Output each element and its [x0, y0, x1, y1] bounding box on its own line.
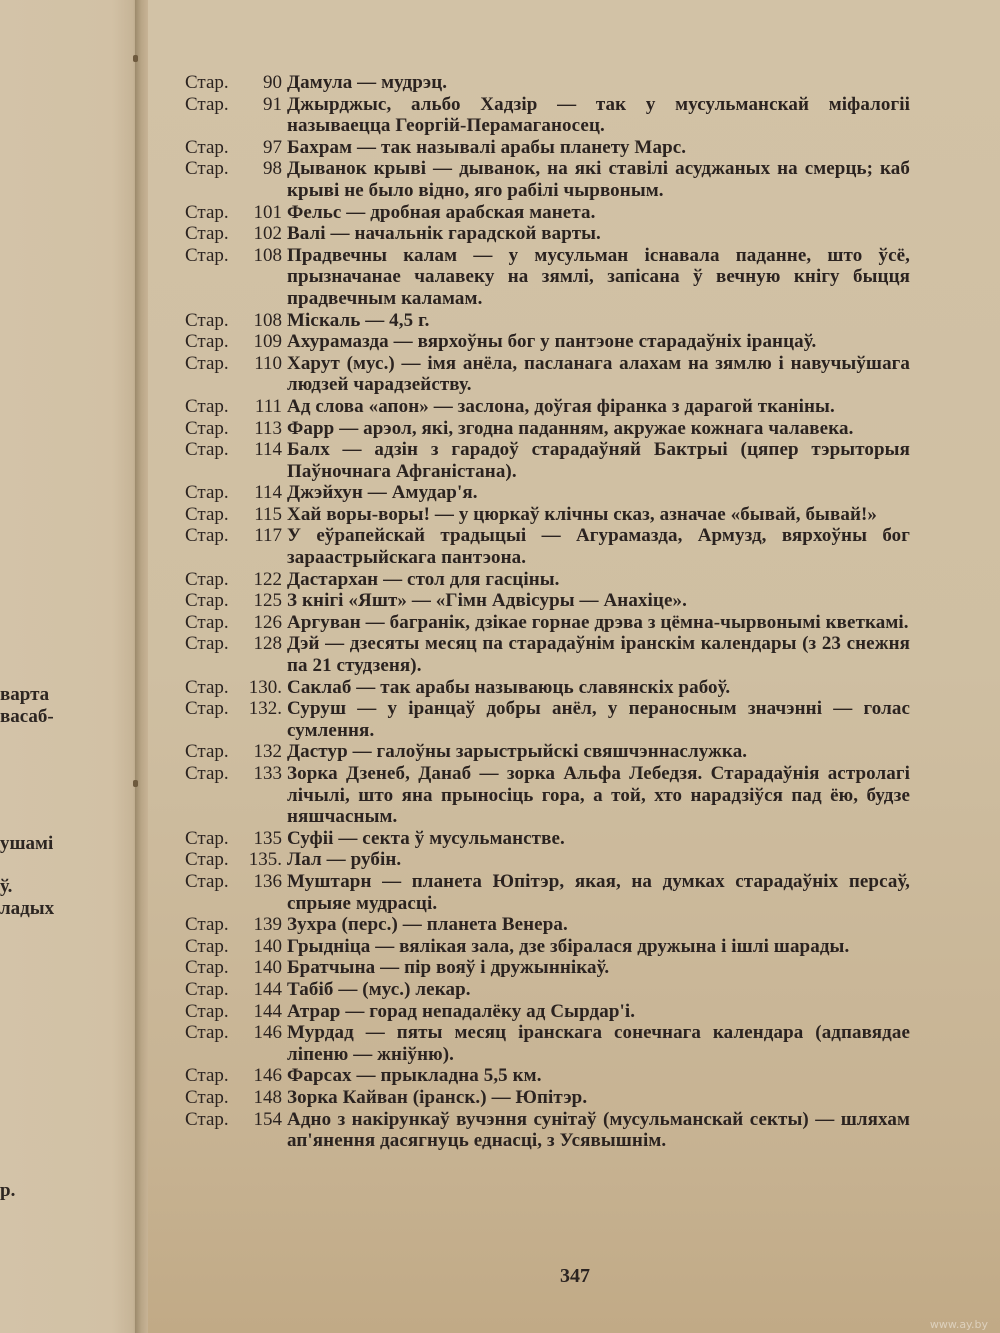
entry-label: Стар. [185, 1022, 229, 1044]
glossary-entry [185, 158, 910, 201]
entry-page: 132 [253, 741, 282, 763]
entry-label: Стар. [185, 827, 229, 849]
entry-label: Стар. [185, 201, 229, 223]
binding-hole [133, 780, 138, 787]
entry-page: 154 [253, 1108, 282, 1130]
entry-page: 125 [253, 590, 282, 612]
entry-page: 110 [254, 352, 282, 374]
entry-text: Муштарн — планета Юпітэр, якая, на думках старадаўніх персаў, спрыяе мудрасці. [287, 870, 910, 914]
entry-text: Атрар — горад непадалёку ад Сырдар'і. [287, 1000, 636, 1022]
entry-page: 144 [253, 978, 282, 1000]
glossary-entry [185, 763, 910, 828]
entry-text: Дыванок крыві — дыванок, на які ставілі асуджаных на смерць; каб крыві не было відно, яго рабілі чырвоным. [287, 158, 910, 201]
binding-hole [133, 55, 138, 62]
glossary-entry [185, 957, 910, 979]
entry-page: 144 [253, 1000, 282, 1022]
entry-label: Стар. [185, 870, 229, 892]
entry-text: Джырджыс, альбо Хадзір — так у мусульманскай міфалогіі называецца Георгій-Перамаганосец. [287, 93, 910, 137]
glossary-entry [185, 612, 910, 634]
left-fragment: р. [0, 1180, 16, 1201]
glossary-entry [185, 590, 910, 612]
entry-text: Суфіі — секта ў мусульманстве. [287, 827, 565, 849]
entry-label: Стар. [185, 525, 229, 547]
glossary-entry [185, 741, 910, 763]
entry-page: 140 [253, 957, 282, 979]
glossary-entry [185, 137, 910, 159]
entry-text: Лал — рубін. [287, 849, 402, 871]
entry-page: 133 [253, 763, 282, 784]
entry-label: Стар. [185, 568, 229, 590]
entry-label: Стар. [185, 1000, 229, 1022]
entry-text: Дэй — дзесяты месяц па старадаўнім іранскім календары (з 23 снежня па 21 студзеня). [287, 633, 910, 677]
glossary-entry [185, 828, 910, 850]
glossary-entry [185, 849, 910, 871]
glossary-entry [185, 245, 910, 310]
glossary-entry [185, 1001, 910, 1023]
glossary-entry [185, 914, 910, 936]
entry-text: Дастархан — стол для гасціны. [287, 568, 560, 590]
glossary-entry [185, 504, 910, 526]
entry-page: 126 [253, 611, 282, 633]
entry-page: 139 [253, 914, 282, 936]
glossary-entry [185, 310, 910, 332]
entry-label: Стар. [185, 331, 229, 353]
entry-text: Табіб — (мус.) лекар. [287, 978, 471, 1000]
entry-label: Стар. [185, 849, 229, 871]
glossary-entry [185, 94, 910, 137]
entry-page: 101 [253, 201, 282, 223]
entry-text: Прадвечны калам — у мусульман існавала паданне, што ўсё, прызначанае чалавеку на зямлі, запісана ў вечную кнігу быцця прадвечным каламам. [287, 244, 910, 309]
entry-label: Стар. [185, 244, 229, 266]
entry-label: Стар. [185, 482, 229, 504]
entry-label: Стар. [185, 72, 229, 93]
watermark: www.ay.by [929, 1318, 988, 1331]
left-fragment: ў. [0, 876, 13, 897]
glossary-entry [185, 353, 910, 396]
entry-label: Стар. [185, 676, 229, 698]
entry-label: Стар. [185, 590, 229, 612]
entry-page: 91 [263, 93, 282, 115]
glossary-entry [185, 1065, 910, 1087]
entry-text: Аргуван — багранік, дзікае горнае дрэва з цёмна-чырвонымі кветкамі. [287, 611, 909, 633]
entry-page: 97 [263, 136, 282, 158]
entry-label: Стар. [185, 503, 229, 525]
glossary-entry [185, 677, 910, 699]
entry-text: Ад слова «апон» — заслона, доўгая фіранка з дарагой тканіны. [287, 395, 835, 417]
glossary-entry [185, 525, 910, 568]
glossary-entry [185, 482, 910, 504]
left-page [0, 0, 140, 1333]
entry-label: Стар. [185, 935, 229, 957]
entry-text: У еўрапейскай традыцыі — Агурамазда, Армузд, вярхоўны бог зараастрыйскага пантэона. [287, 525, 910, 569]
glossary-entry [185, 569, 910, 591]
entry-page: 98 [263, 158, 282, 180]
entry-page: 122 [253, 568, 282, 590]
entry-text: Джэйхун — Амудар'я. [287, 482, 478, 504]
entry-text: Зорка Кайван (іранск.) — Юпітэр. [287, 1086, 588, 1108]
glossary-entry [185, 72, 910, 94]
entry-text: Фельс — дробная арабская манета. [287, 201, 596, 223]
entry-text: Харут (мус.) — імя анёла, пасланага алахам на зямлю і навучыўшага людзей чарадзейству. [287, 352, 910, 396]
entry-page: 102 [253, 223, 282, 245]
entry-label: Стар. [185, 223, 229, 245]
glossary-list [185, 72, 910, 1152]
entry-label: Стар. [185, 611, 229, 633]
entry-label: Стар. [185, 633, 229, 655]
entry-page: 109 [253, 331, 282, 353]
entry-text: Міскаль — 4,5 г. [287, 309, 430, 331]
entry-label: Стар. [185, 957, 229, 979]
glossary-entry [185, 698, 910, 741]
entry-page: 135 [253, 827, 282, 849]
entry-label: Стар. [185, 1108, 229, 1130]
entry-label: Стар. [185, 914, 229, 936]
entry-page: 117 [254, 525, 282, 547]
entry-label: Стар. [185, 309, 229, 331]
glossary-entry [185, 1109, 910, 1152]
entry-page: 90 [263, 72, 282, 93]
entry-text: Саклаб — так арабы называюць славянскіх рабоў. [287, 676, 731, 698]
entry-text: Ахурамазда — вярхоўны бог у пантэоне старадаўніх іранцаў. [287, 331, 817, 353]
glossary-entry [185, 1087, 910, 1109]
entry-text: Валі — начальнік гарадской варты. [287, 223, 601, 245]
entry-label: Стар. [185, 352, 229, 374]
entry-page: 115 [254, 503, 282, 525]
glossary-entry [185, 439, 910, 482]
entry-text: Фарсах — прыкладна 5,5 км. [287, 1065, 542, 1087]
entry-text: Фарр — арэол, які, згодна паданням, акружае кожнага чалавека. [287, 417, 854, 439]
entry-page: 146 [253, 1065, 282, 1087]
glossary-entry [185, 633, 910, 676]
entry-page: 114 [254, 482, 282, 504]
entry-label: Стар. [185, 698, 229, 720]
left-fragment: варта [0, 684, 50, 705]
entry-page: 108 [253, 309, 282, 331]
entry-page: 130. [248, 676, 282, 698]
glossary-entry [185, 396, 910, 418]
entry-page: 148 [253, 1086, 282, 1108]
entry-text: Зухра (перс.) — планета Венера. [287, 914, 568, 936]
entry-text: Хай воры-воры! — у цюркаў клічны сказ, азначае «бывай, бывай!» [287, 503, 878, 525]
entry-label: Стар. [185, 395, 229, 417]
entry-label: Стар. [185, 417, 229, 439]
entry-text: Мурдад — пяты месяц іранскага сонечнага календара (адпавядае ліпеню — жніўню). [287, 1022, 910, 1065]
entry-text: Грыдніца — вялікая зала, дзе збіралася дружына і ішлі шарады. [287, 935, 850, 957]
entry-text: Братчына — пір вояў і дружыннікаў. [287, 957, 610, 979]
entry-text: Бахрам — так называлі арабы планету Марс. [287, 136, 687, 158]
entry-text: Суруш — у іранцаў добры анёл, у пераносным значэнні — голас сумлення. [287, 698, 910, 741]
entry-label: Стар. [185, 1065, 229, 1087]
entry-text: З кнігі «Яшт» — «Гімн Адвісуры — Анахіце». [287, 590, 687, 612]
glossary-entry [185, 202, 910, 224]
entry-page: 128 [253, 633, 282, 655]
left-fragment: васаб- [0, 706, 54, 727]
entry-page: 111 [254, 395, 282, 417]
entry-page: 132. [248, 698, 282, 720]
entry-page: 108 [253, 244, 282, 266]
entry-label: Стар. [185, 763, 229, 784]
page-number: 347 [560, 1265, 590, 1287]
entry-page: 140 [253, 935, 282, 957]
entry-text: Дамула — мудрэц. [287, 72, 448, 93]
entry-label: Стар. [185, 93, 229, 115]
entry-page: 135. [248, 849, 282, 871]
entry-label: Стар. [185, 1086, 229, 1108]
entry-text: Дастур — галоўны зарыстрыйскі свяшчэннаслужка. [287, 741, 748, 763]
left-fragment: ладых [0, 898, 55, 919]
entry-page: 146 [253, 1022, 282, 1044]
entry-page: 114 [254, 439, 282, 461]
entry-label: Стар. [185, 158, 229, 180]
glossary-entry [185, 1022, 910, 1065]
glossary-entry [185, 936, 910, 958]
glossary-entry [185, 223, 910, 245]
entry-label: Стар. [185, 136, 229, 158]
entry-page: 136 [253, 870, 282, 892]
glossary-entry [185, 979, 910, 1001]
entry-page: 113 [254, 417, 282, 439]
glossary-entry [185, 331, 910, 353]
entry-text: Зорка Дзенеб, Данаб — зорка Альфа Лебедзя. Старадаўнія астролагі лічылі, што яна прыносіць гора, а той, хто нарадзіўся пад ёю, будзе няшчасным. [287, 763, 910, 828]
entry-label: Стар. [185, 741, 229, 763]
entry-text: Балх — адзін з гарадоў старадаўняй Бактрыі (цяпер тэрыторыя Паўночнага Афганістана). [287, 439, 910, 482]
glossary-entry [185, 871, 910, 914]
left-fragment: ушамі [0, 833, 54, 854]
glossary-entry [185, 418, 910, 440]
entry-label: Стар. [185, 978, 229, 1000]
entry-text: Адно з накірункаў вучэння сунітаў (мусульманскай секты) — шляхам ап'янення дасягнуць еднасці, з Усявышнім. [287, 1108, 910, 1152]
entry-label: Стар. [185, 439, 229, 461]
